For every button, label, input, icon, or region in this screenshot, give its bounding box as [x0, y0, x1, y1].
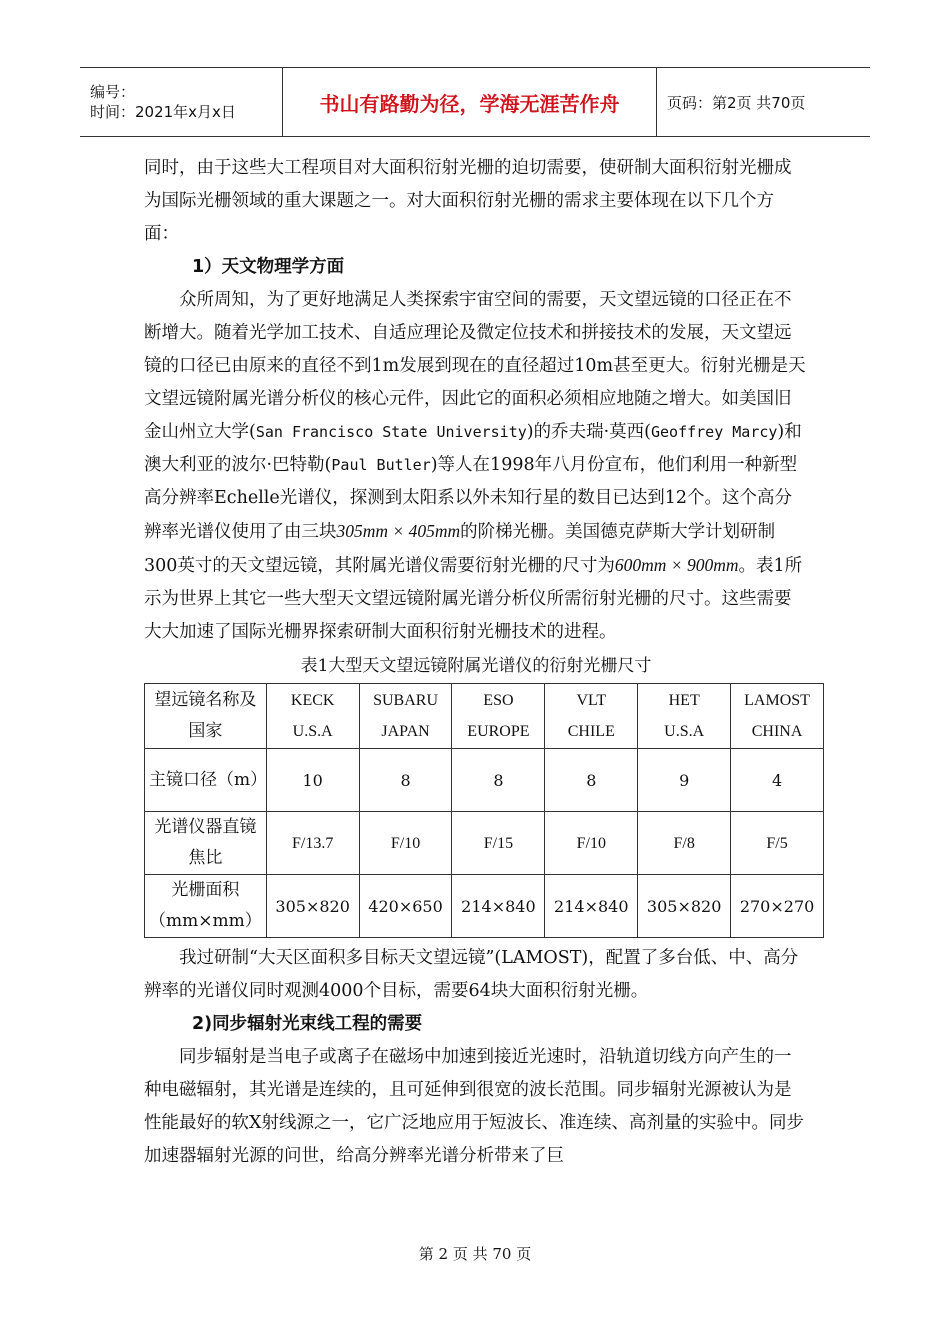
telescope-country: EUROPE: [467, 723, 530, 740]
table-cell: 4: [731, 749, 824, 812]
table-row: [145, 684, 824, 749]
math-dimension: 600mm × 900mm: [614, 555, 739, 575]
text-run: 的阶梯光栅。美国德克萨斯大学计划研制300英寸的天文望远镜，其附属光谱仪需要衍射光栅的尺寸为: [144, 522, 776, 576]
paragraph-intro: 同时，由于这些大工程项目对大面积衍射光栅的迫切需要，使研制大面积衍射光栅成为国际光栅领域的重大课题之一。对大面积衍射光栅的需求主要体现在以下几个方面：: [144, 158, 792, 244]
header-page-code: [657, 68, 870, 136]
document-body: [144, 152, 815, 1173]
section-heading-astrophysics: 1）天文物理学方面: [192, 257, 345, 277]
telescope-country: CHILE: [567, 723, 615, 740]
page-code-text: 页码：第2页 共70页: [667, 93, 806, 112]
document-number-label: 编号：: [90, 83, 136, 101]
telescope-name: KECK: [290, 692, 335, 709]
table-cell: [452, 684, 545, 749]
section-heading-synchrotron: 2)同步辐射光束线工程的需要: [192, 1014, 423, 1034]
telescope-country: CHINA: [751, 723, 803, 740]
table-cell: [545, 684, 638, 749]
footer-page-number: 第 2 页 共 70 页: [418, 1245, 532, 1263]
paragraph-lamost: 我过研制“大天区面积多目标天文望远镜”(LAMOST)，配置了多台低、中、高分辨率的光谱仪同时观测4000个目标，需要64块大面积衍射光栅。: [144, 948, 799, 1001]
text-run: 众所周知，为了更好地满足人类探索宇宙空间的需要，天文望远镜的口径正在不断增大。随着光学加工技术、自适应理论及微定位技术和拼接技术的发展，天文望远镜的口径已由原来的直径不到1m发展到现在的直径超过10m甚至更大。衍射光栅是天文望远镜附属光谱分析仪的核心元件，因此它的面积必须相应地随之增大。如美国旧金山州立大学(: [144, 290, 806, 442]
math-dimension: 305mm × 405mm: [336, 521, 461, 541]
row-header: 光栅面积（mm×mm）: [145, 875, 267, 938]
motto-text: 书山有路勤为径，学海无涯苦作舟: [319, 91, 620, 116]
document-date: 时间：2021年x月x日: [90, 103, 236, 121]
table-cell: 8: [545, 749, 638, 812]
table-cell: 8: [452, 749, 545, 812]
telescope-name: ESO: [483, 692, 514, 709]
text-run: 。表1所示为世界上其它一些大型天文望远镜附属光谱分析仪所需衍射光栅的尺寸。这些需要大大加速了国际光栅界探索研制大面积衍射光栅技术的进程。: [144, 556, 803, 642]
table-cell: F/10: [359, 812, 452, 875]
table-cell: 9: [638, 749, 731, 812]
table-cell: 305×820: [638, 875, 731, 938]
header-meta: [80, 68, 283, 136]
table-cell: F/5: [731, 812, 824, 875]
table-row: [145, 875, 824, 938]
telescope-name: VLT: [576, 692, 607, 709]
row-header: 光谱仪器直镜焦比: [145, 812, 267, 875]
paragraph-synchrotron: 同步辐射是当电子或离子在磁场中加速到接近光速时，沿轨道切线方向产生的一种电磁辐射，其光谱是连续的，且可延伸到很宽的波长范围。同步辐射光源被认为是性能最好的软X射线源之一，它广泛地应用于短波长、准连续、高剂量的实验中。同步加速器辐射光源的问世，给高分辨率光谱分析带来了巨: [144, 1047, 804, 1166]
table-cell: 214×840: [452, 875, 545, 938]
table-cell: 420×650: [359, 875, 452, 938]
telescope-name: LAMOST: [744, 692, 810, 709]
row-header: 主镜口径（m）: [145, 749, 267, 812]
header-motto: [283, 68, 657, 136]
table-cell: F/8: [638, 812, 731, 875]
row-header: 望远镜名称及国家: [145, 684, 267, 749]
table-cell: [638, 684, 731, 749]
table-cell: [359, 684, 452, 749]
page-footer: [0, 1243, 950, 1264]
telescope-country: JAPAN: [381, 723, 430, 740]
table-cell: 214×840: [545, 875, 638, 938]
table-cell: F/15: [452, 812, 545, 875]
table-cell: F/10: [545, 812, 638, 875]
table-cell: [266, 684, 359, 749]
table-cell: [731, 684, 824, 749]
page-header: [80, 67, 870, 137]
text-run: )等人在1998年八月份宣布，他们利用一种新型高分辨率Echelle光谱仪，探测到太阳系以外未知行星的数目已达到12个。这个高分辨率光谱仪使用了由三块: [144, 455, 798, 542]
table-row: [145, 812, 824, 875]
paragraph-astrophysics: [144, 284, 808, 649]
table-cell: 305×820: [266, 875, 359, 938]
table-cell: 270×270: [731, 875, 824, 938]
telescope-country: U.S.A: [664, 723, 705, 740]
table-cell: 8: [359, 749, 452, 812]
grating-size-table: [144, 683, 824, 938]
text-run-latin: San Francisco State University: [255, 423, 527, 441]
text-run-latin: Paul Butler: [331, 456, 431, 474]
telescope-country: U.S.A: [292, 723, 333, 740]
telescope-name: HET: [668, 692, 700, 709]
table-cell: F/13.7: [266, 812, 359, 875]
telescope-name: SUBARU: [373, 692, 438, 709]
text-run: )和澳大利亚的波尔·巴特勒(: [144, 422, 802, 475]
text-run: )的乔夫瑞·莫西(: [526, 422, 651, 442]
text-run-latin: Geoffrey Marcy: [650, 423, 778, 441]
table-caption: 表1大型天文望远镜附属光谱仪的衍射光栅尺寸: [300, 656, 652, 676]
table-cell: 10: [266, 749, 359, 812]
table-row: [145, 749, 824, 812]
